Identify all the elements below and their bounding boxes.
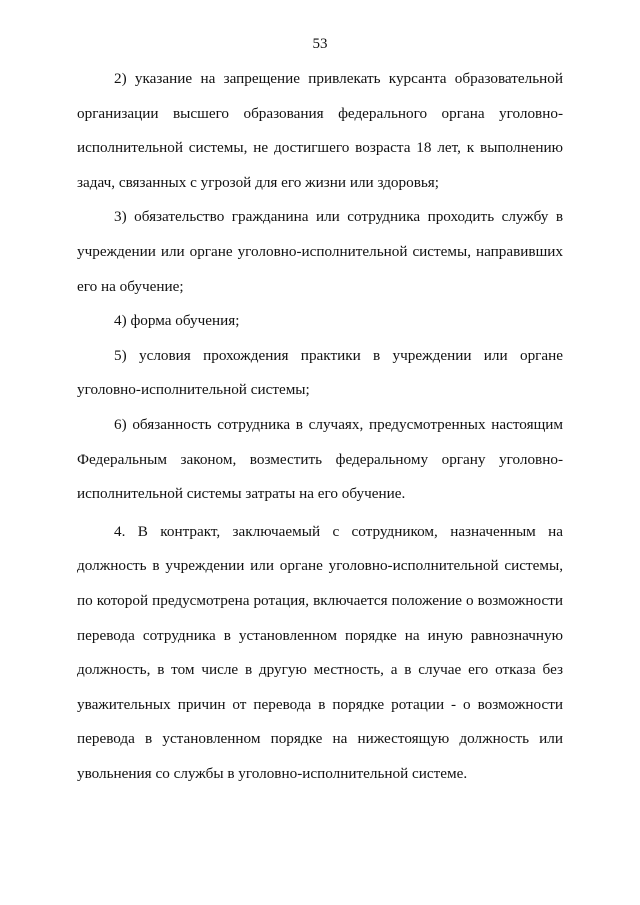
text-line: увольнения со службы в уголовно-исполнительной системе. — [77, 764, 468, 782]
paragraph-item-2 — [77, 62, 563, 200]
text-line: 4) форма обучения; — [114, 312, 240, 330]
text-line: должность, в том числе в другую местность, а в случае его отказа без — [77, 661, 563, 679]
text-line: 3) обязательство гражданина или сотрудника проходить службу в — [114, 208, 563, 226]
text-line: 2) указание на запрещение привлекать курсанта образовательной — [114, 70, 563, 87]
text-line: по которой предусмотрена ротация, включается положение о возможности — [77, 591, 563, 609]
document-body — [77, 62, 563, 791]
text-line: 6) обязанность сотрудника в случаях, предусмотренных настоящим — [114, 415, 563, 433]
text-line: уголовно-исполнительной системы; — [77, 381, 310, 399]
paragraph-item-5 — [77, 339, 563, 408]
text-line: уважительных причин от перевода в порядке ротации - о возможности — [77, 695, 563, 713]
text-line: исполнительной системы, не достигшего возраста 18 лет, к выполнению — [77, 139, 563, 157]
text-line: перевода сотрудника в установленном порядке на иную равнозначную — [77, 626, 563, 644]
text-line: должность в учреждении или органе уголовно-исполнительной системы, — [77, 557, 563, 575]
text-line: учреждении или органе уголовно-исполнительной системы, направивших — [77, 242, 563, 260]
text-line: перевода в установленном порядке на нижестоящую должность или — [77, 730, 563, 748]
text-line: исполнительной системы затраты на его обучение. — [77, 485, 406, 503]
paragraph-item-3 — [77, 200, 563, 304]
text-line: задач, связанных с угрозой для его жизни или здоровья; — [77, 173, 440, 191]
paragraph-item-6 — [77, 408, 563, 512]
text-line: Федеральным законом, возместить федеральному органу уголовно- — [77, 450, 563, 468]
paragraph-item-4 — [77, 304, 563, 339]
text-line: организации высшего образования федерального органа уголовно- — [77, 104, 563, 122]
text-line: 5) условия прохождения практики в учреждении или органе — [114, 346, 563, 364]
text-line: его на обучение; — [77, 277, 184, 295]
paragraph-section-4 — [77, 515, 563, 792]
page-number: 53 — [312, 36, 328, 52]
text-line: 4. В контракт, заключаемый с сотрудником, назначенным на — [114, 522, 563, 540]
